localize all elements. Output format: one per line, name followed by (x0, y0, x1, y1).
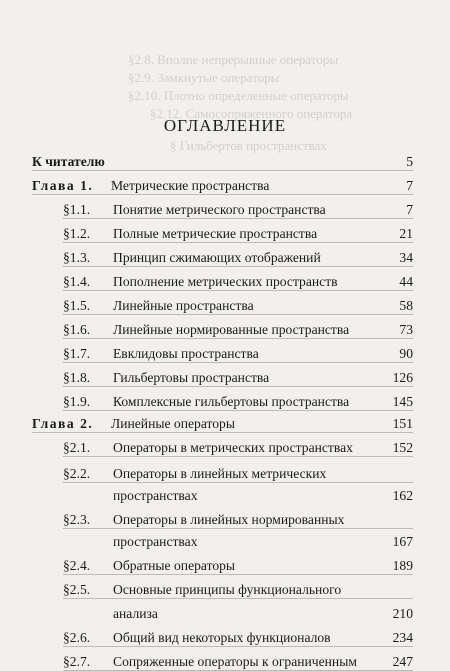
toc-section-label: §2.4. (63, 558, 91, 573)
toc-rule (32, 432, 413, 433)
toc-entry-title-continued: анализа (113, 606, 158, 621)
toc-section-label: §2.6. (63, 630, 91, 645)
toc-page-number: 21 (399, 226, 413, 241)
toc-entry-title: Обратные операторы (113, 558, 236, 573)
toc-rule (63, 482, 413, 483)
toc-rule (63, 646, 413, 647)
toc-chapter-label: Глава 1. (32, 178, 94, 193)
toc-section-label: §1.4. (63, 274, 91, 289)
toc-entry-title: Операторы в метрических пространствах (113, 440, 353, 455)
page-title: ОГЛАВЛЕНИЕ (163, 116, 287, 135)
toc-section-label: §2.3. (63, 512, 91, 527)
toc-page-number: 34 (399, 250, 413, 265)
toc-page-number: 58 (399, 298, 413, 313)
show-through-text: §2.10. Плотно определенные операторы (128, 88, 349, 103)
toc-entry-title: Принцип сжимающих отображений (113, 250, 321, 265)
toc-rule (63, 386, 413, 387)
toc-entry-title: Линейные нормированные пространства (113, 322, 350, 337)
toc-entry-title: Полные метрические пространства (113, 226, 318, 241)
toc-rule (32, 194, 413, 195)
toc-section-label: §1.3. (63, 250, 91, 265)
toc-entry-title: Линейные операторы (111, 416, 235, 431)
toc-entry-title: Линейные пространства (113, 298, 254, 313)
toc-page-number: 7 (406, 202, 413, 217)
show-through-text: §2.12. Самосопряженного оператора (150, 106, 353, 121)
toc-section-label: §2.1. (63, 440, 91, 455)
toc-page-number: 247 (392, 654, 413, 669)
toc-rule (63, 242, 413, 243)
toc-rule (63, 598, 413, 599)
toc-rule (63, 528, 413, 529)
toc-entry-title: Основные принципы функционального (113, 582, 342, 597)
toc-rule (63, 314, 413, 315)
toc-entry-title: Сопряженные операторы к ограниченным (113, 654, 357, 669)
toc-page-number: 44 (399, 274, 413, 289)
toc-section-label: §1.7. (63, 346, 91, 361)
show-through-text: §2.8. Вполне непрерывные операторы (128, 52, 339, 67)
toc-page-number: 189 (392, 558, 413, 573)
toc-entry-title: Гильбертовы пространства (113, 370, 270, 385)
toc-rule (63, 410, 413, 411)
toc-section-label: §1.1. (63, 202, 91, 217)
toc-rule (63, 456, 413, 457)
toc-page-number: 7 (406, 178, 413, 193)
toc-entry-title: Операторы в линейных нормированных (113, 512, 345, 527)
toc-entry-title: Пополнение метрических пространств (113, 274, 338, 289)
toc-entry-title: Общий вид некоторых функционалов (113, 630, 331, 645)
show-through-text: §2.9. Замкнутые операторы (128, 70, 280, 85)
toc-section-label: §2.5. (63, 582, 91, 597)
toc-section-label: §2.2. (63, 466, 91, 481)
toc-page-number: 234 (392, 630, 413, 645)
toc-page-number: 145 (392, 394, 413, 409)
toc-rule (32, 170, 413, 171)
toc-entry-title-continued: пространствах (113, 534, 198, 549)
toc-rule (63, 362, 413, 363)
toc-entry-title: Комплексные гильбертовы пространства (113, 394, 350, 409)
toc-section-label: §1.5. (63, 298, 91, 313)
toc-page-number: 151 (392, 416, 413, 431)
toc-entry-title-continued: пространствах (113, 488, 198, 503)
toc-rule (63, 574, 413, 575)
toc-entry-title: Евклидовы пространства (113, 346, 259, 361)
toc-page-number: 167 (392, 534, 413, 549)
toc-page-number: 162 (392, 488, 413, 503)
toc-rule (63, 338, 413, 339)
toc-section-label: §2.7. (63, 654, 91, 669)
toc-chapter-label: Глава 2. (32, 416, 94, 431)
toc-section-label: §1.8. (63, 370, 91, 385)
toc-page-number: 90 (399, 346, 413, 361)
toc-page-number: 210 (392, 606, 413, 621)
toc-rule (63, 290, 413, 291)
toc-entry-title: Понятие метрического пространства (113, 202, 326, 217)
toc-page-number: 126 (392, 370, 413, 385)
toc-entry-title: Метрические пространства (111, 178, 270, 193)
show-through-text: § Гильбертов пространствах (170, 138, 327, 153)
toc-section-label: §1.9. (63, 394, 91, 409)
toc-page-number: 152 (392, 440, 413, 455)
toc-page-number: 73 (399, 322, 413, 337)
toc-rule (63, 218, 413, 219)
toc-section-label: §1.6. (63, 322, 91, 337)
toc-entry-title: Операторы в линейных метрических (113, 466, 327, 481)
toc-rule (63, 266, 413, 267)
toc-entry-title: К читателю (32, 154, 105, 169)
toc-page-number: 5 (406, 154, 413, 169)
toc-section-label: §1.2. (63, 226, 91, 241)
